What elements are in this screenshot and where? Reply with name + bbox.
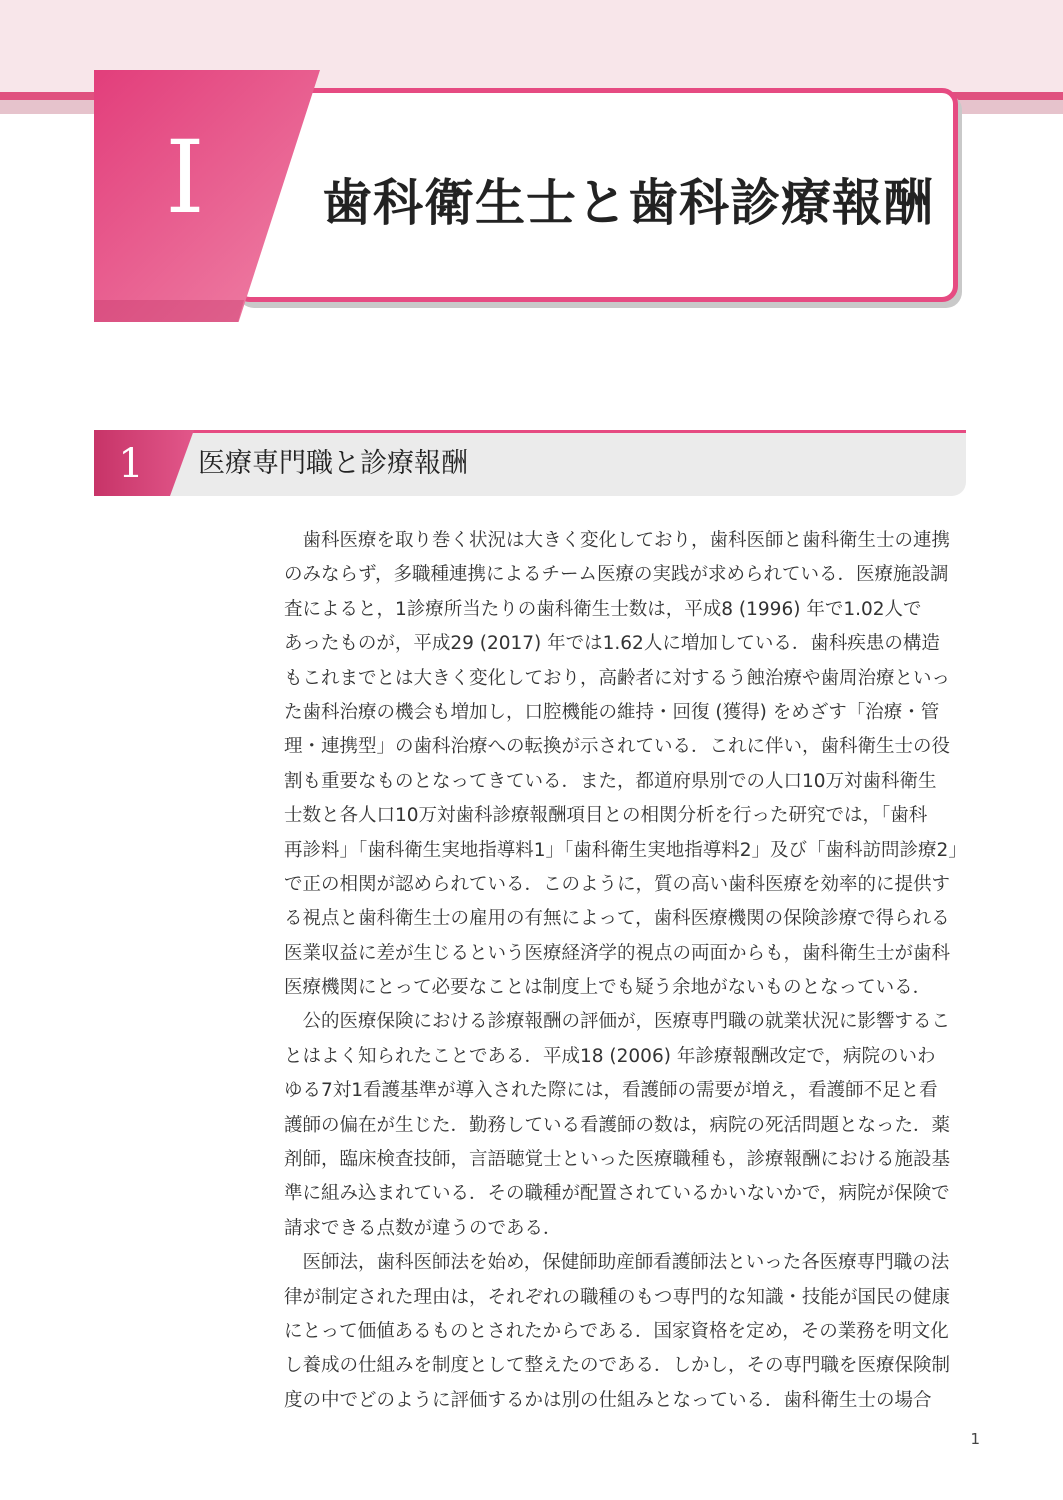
text-line: 準に組み込まれている．その職種が配置されているかいないかで，病院が保険で (284, 1183, 950, 1205)
text-line: 理・連携型」の歯科治療への転換が示されている．これに伴い，歯科衛生士の役 (284, 736, 951, 758)
text-line: あったものが，平成29 (2017) 年では1.62人に増加している．歯科疾患の構造 (284, 633, 940, 655)
text-line: とはよく知られたことである．平成18 (2006) 年診療報酬改定で，病院のいわ (284, 1045, 936, 1067)
text-line: 公的医療保険における診療報酬の評価が，医療専門職の就業状況に影響するこ (284, 1011, 951, 1033)
text-line: し養成の仕組みを制度として整えたのである．しかし，その専門職を医療保険制 (284, 1355, 951, 1377)
text-line: 剤師，臨床検査技師，言語聴覚士といった医療職種も，診療報酬における施設基 (284, 1149, 951, 1171)
text-line: 請求できる点数が違うのである． (284, 1217, 562, 1239)
text-line: 再診料」「歯科衛生実地指導料1」「歯科衛生実地指導料2」及び「歯科訪問診療2」 (284, 839, 967, 861)
text-line: る視点と歯科衛生士の雇用の有無によって，歯科医療機関の保険診療で得られる (284, 908, 950, 930)
chapter-numeral: I (165, 119, 205, 236)
text-line: 士数と各人口10万対歯科診療報酬項目との相関分析を行った研究では，「歯科 (284, 805, 928, 827)
text-line: ゆる7対1看護基準が導入された際には，看護師の需要が増え，看護師不足と看 (284, 1080, 938, 1102)
chapter-tab-shade (94, 300, 244, 322)
page-number: 1 (970, 1430, 980, 1448)
paragraph-3 (284, 1246, 968, 1418)
text-line: 割も重要なものとなってきている．また，都道府県別での人口10万対歯科衛生 (284, 770, 937, 792)
section-title: 医療専門職と診療報酬 (198, 448, 468, 479)
chapter-title: 歯科衛生士と歯科診療報酬 (322, 174, 934, 232)
text-line: 歯科医療を取り巻く状況は大きく変化しており，歯科医師と歯科衛生士の連携 (284, 530, 951, 551)
text-line: 護師の偏在が生じた．勤務している看護師の数は，病院の死活問題となった．薬 (284, 1114, 951, 1136)
text-line: 医業収益に差が生じるという医療経済学的視点の両面からも，歯科衛生士が歯科 (284, 942, 951, 964)
text-line: 度の中でどのように評価するかは別の仕組みとなっている．歯科衛生士の場合 (284, 1389, 932, 1411)
section-number: 1 (118, 441, 144, 487)
text-line: 医師法，歯科医師法を始め，保健師助産師看護師法といった各医療専門職の法 (284, 1252, 950, 1274)
text-line: で正の相関が認められている．このように，質の高い歯科医療を効率的に提供す (284, 873, 951, 895)
body-text (284, 524, 968, 1418)
text-line: にとって価値あるものとされたからである．国家資格を定め，その業務を明文化 (284, 1320, 949, 1342)
text-line: 医療機関にとって必要なことは制度上でも疑う余地がないものとなっている． (284, 977, 932, 999)
text-line: もこれまでとは大きく変化しており，高齢者に対するう蝕治療や歯周治療といっ (284, 667, 951, 689)
paragraph-1 (284, 524, 968, 1005)
text-line: た歯科治療の機会も増加し，口腔機能の維持・回復 (獲得) をめざす「治療・管 (284, 701, 940, 723)
text-line: 査によると，1診療所当たりの歯科衛生士数は，平成8 (1996) 年で1.02人で (284, 598, 922, 620)
text-line: 律が制定された理由は，それぞれの職種のもつ専門的な知識・技能が国民の健康 (284, 1286, 951, 1308)
text-line: のみならず，多職種連携によるチーム医療の実践が求められている．医療施設調 (284, 564, 949, 586)
paragraph-2 (284, 1005, 968, 1246)
